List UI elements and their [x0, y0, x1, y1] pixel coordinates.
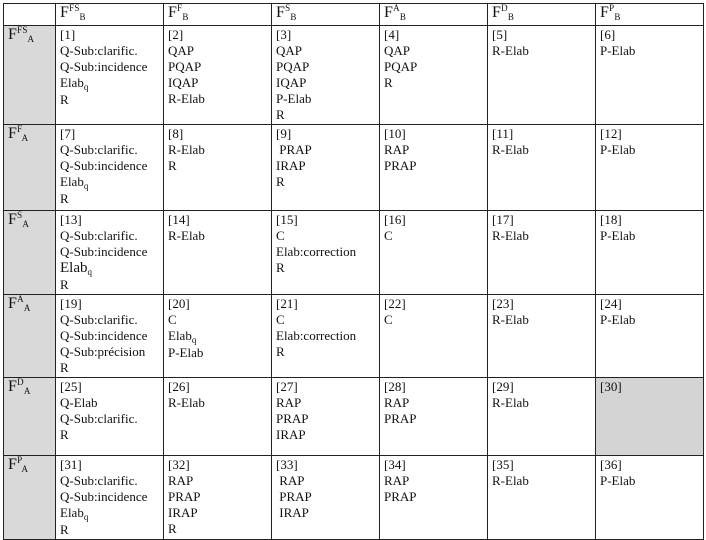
relation-label: PQAP	[384, 59, 418, 74]
symbol-subscript: B	[614, 12, 621, 22]
relation-label: R-Elab	[168, 395, 205, 410]
matrix-cell	[488, 26, 596, 125]
relation-label: IQAP	[168, 75, 199, 90]
relation-label: P-Elab	[600, 312, 636, 327]
symbol-superscript: D	[501, 3, 508, 13]
matrix-cell	[56, 378, 164, 456]
matrix-cell	[272, 295, 380, 378]
feature-symbol	[8, 211, 29, 228]
cell-number: [34]	[384, 457, 406, 472]
matrix-cell	[164, 295, 272, 378]
cell-number: [7]	[60, 126, 76, 141]
relation-label: Q-Sub:clarific.	[60, 411, 138, 426]
relation-label: QAP	[276, 43, 303, 58]
matrix-cell	[488, 378, 596, 456]
symbol-base: F	[384, 4, 394, 21]
relation-label: Q-Sub:incidence	[60, 489, 148, 504]
matrix-cell	[272, 211, 380, 295]
cell-number: [19]	[60, 296, 82, 311]
matrix-cell	[56, 125, 164, 211]
matrix-cell	[272, 378, 380, 456]
cell-number: [33]	[276, 457, 298, 472]
relation-label-text: Elab	[60, 75, 84, 90]
symbol-superscript: FS	[69, 3, 80, 13]
cell-number: [36]	[600, 457, 622, 472]
relation-label: R-Elab	[492, 228, 529, 243]
relation-label	[60, 174, 159, 191]
symbol-superscript: S	[285, 3, 291, 13]
symbol-subscript: A	[21, 133, 29, 143]
relation-label: C	[384, 312, 393, 327]
matrix-cell	[596, 125, 704, 211]
relation-label: R-Elab	[168, 228, 205, 243]
matrix-cell	[596, 378, 704, 456]
matrix-cell	[488, 125, 596, 211]
column-header	[56, 4, 164, 26]
cell-number: [26]	[168, 379, 190, 394]
relation-label: IQAP	[276, 75, 307, 90]
relation-label: R-Elab	[492, 43, 529, 58]
relation-label: P-Elab	[600, 142, 636, 157]
symbol-subscript: B	[507, 12, 515, 22]
relation-label: R	[276, 344, 285, 359]
relation-label: R	[384, 75, 393, 90]
symbol-superscript: P	[17, 455, 22, 465]
feature-symbol	[600, 4, 621, 21]
matrix-cell	[380, 211, 488, 295]
symbol-superscript: D	[17, 377, 24, 387]
cell-number: [31]	[60, 457, 82, 472]
cell-number: [22]	[384, 296, 406, 311]
matrix-cell	[488, 456, 596, 540]
relation-label: Q-Sub:incidence	[60, 244, 148, 259]
feature-symbol	[8, 26, 34, 43]
relation-label: PRAP	[168, 489, 201, 504]
relation-label: RAP	[168, 473, 194, 488]
relation-label: R	[276, 260, 285, 275]
relation-label: IRAP	[276, 158, 306, 173]
cell-number: [23]	[492, 296, 514, 311]
cell-number: [29]	[492, 379, 514, 394]
symbol-base: F	[276, 4, 286, 21]
elab-subscript: q	[191, 335, 197, 345]
cell-number: [28]	[384, 379, 406, 394]
relation-label: Q-Sub:incidence	[60, 59, 148, 74]
matrix-cell	[56, 211, 164, 295]
relation-label: PQAP	[168, 59, 202, 74]
column-header-row	[4, 4, 704, 26]
matrix-row	[4, 378, 704, 456]
relation-label: R	[60, 427, 69, 442]
cell-number: [11]	[492, 126, 514, 141]
relation-label: C	[168, 312, 177, 327]
relation-label: R	[60, 277, 69, 292]
relation-label: RAP	[276, 473, 305, 488]
column-header	[164, 4, 272, 26]
cell-number: [12]	[600, 126, 622, 141]
symbol-base: F	[8, 211, 18, 228]
cell-number: [27]	[276, 379, 298, 394]
symbol-base: F	[600, 4, 610, 21]
matrix-row	[4, 211, 704, 295]
cell-number: [2]	[168, 27, 184, 42]
relation-label: R-Elab	[168, 91, 205, 106]
matrix-cell	[56, 26, 164, 125]
elab-subscript: q	[83, 82, 89, 92]
row-header	[4, 456, 56, 540]
relation-matrix-table	[3, 3, 704, 540]
row-header	[4, 295, 56, 378]
row-header	[4, 125, 56, 211]
relation-label: R	[60, 522, 69, 537]
symbol-base: F	[8, 295, 18, 312]
matrix-cell	[380, 26, 488, 125]
matrix-cell	[164, 378, 272, 456]
relation-label: C	[276, 312, 285, 327]
relation-label: R-Elab	[492, 312, 529, 327]
cell-number: [35]	[492, 457, 514, 472]
relation-label: Q-Sub:clarific.	[60, 312, 138, 327]
cell-number: [1]	[60, 27, 76, 42]
relation-label: P-Elab	[276, 91, 312, 106]
feature-symbol	[8, 125, 28, 142]
matrix-cell	[380, 295, 488, 378]
matrix-cell	[164, 26, 272, 125]
symbol-base: F	[60, 4, 70, 21]
cell-number: [14]	[168, 212, 190, 227]
symbol-base: F	[8, 26, 18, 43]
relation-label: PRAP	[384, 158, 417, 173]
matrix-cell	[596, 26, 704, 125]
relation-label: Q-Elab	[60, 395, 98, 410]
feature-symbol	[168, 4, 189, 21]
feature-symbol	[8, 378, 31, 395]
symbol-subscript: A	[21, 464, 29, 474]
relation-label: IRAP	[276, 505, 309, 520]
column-header	[488, 4, 596, 26]
relation-label: R-Elab	[168, 142, 205, 157]
symbol-subscript: B	[399, 12, 407, 22]
cell-number: [8]	[168, 126, 184, 141]
cell-number: [30]	[600, 379, 622, 394]
relation-label: RAP	[384, 142, 410, 157]
matrix-cell	[380, 456, 488, 540]
matrix-cell	[164, 125, 272, 211]
cell-number: [13]	[60, 212, 82, 227]
matrix-cell	[596, 456, 704, 540]
elab-subscript: q	[83, 181, 89, 191]
feature-symbol	[492, 4, 514, 21]
relation-label: R	[60, 191, 69, 206]
symbol-subscript: A	[23, 303, 31, 313]
elab-subscript: q	[87, 267, 92, 277]
relation-label: R-Elab	[492, 142, 529, 157]
relation-label: Elab:correction	[276, 328, 357, 343]
relation-label: C	[276, 228, 285, 243]
column-header	[272, 4, 380, 26]
relation-label: P-Elab	[600, 473, 636, 488]
symbol-base: F	[8, 378, 18, 395]
relation-label: Q-Sub:clarific.	[60, 473, 138, 488]
cell-number: [6]	[600, 27, 616, 42]
matrix-row	[4, 456, 704, 540]
matrix-cell	[596, 211, 704, 295]
cell-number: [24]	[600, 296, 622, 311]
matrix-cell	[380, 378, 488, 456]
relation-label: Q-Sub:incidence	[60, 328, 148, 343]
column-header	[380, 4, 488, 26]
matrix-cell	[164, 456, 272, 540]
relation-label: P-Elab	[600, 43, 636, 58]
symbol-base: F	[492, 4, 502, 21]
relation-label: QAP	[168, 43, 195, 58]
feature-symbol	[8, 456, 28, 473]
relation-label: P-Elab	[168, 345, 204, 360]
symbol-subscript: A	[22, 219, 30, 229]
matrix-cell	[164, 211, 272, 295]
relation-label: R	[168, 521, 177, 536]
symbol-superscript: FS	[17, 25, 28, 35]
cell-number: [25]	[60, 379, 82, 394]
relation-label: Q-Sub:incidence	[60, 158, 148, 173]
symbol-base: F	[168, 4, 178, 21]
relation-label: PRAP	[276, 489, 312, 504]
relation-label	[60, 505, 159, 522]
relation-label: PRAP	[384, 411, 417, 426]
cell-number: [3]	[276, 27, 292, 42]
symbol-superscript: F	[177, 3, 183, 13]
matrix-cell	[272, 125, 380, 211]
relation-label: PQAP	[276, 59, 310, 74]
column-header	[596, 4, 704, 26]
matrix-row	[4, 26, 704, 125]
relation-label: QAP	[384, 43, 411, 58]
matrix-cell	[56, 295, 164, 378]
cell-number: [18]	[600, 212, 622, 227]
elab-subscript: q	[83, 512, 89, 522]
relation-label: PRAP	[384, 489, 417, 504]
matrix-cell	[380, 125, 488, 211]
matrix-body	[4, 4, 704, 540]
matrix-row	[4, 125, 704, 211]
feature-symbol	[8, 295, 31, 312]
relation-label: Elab:correction	[276, 244, 357, 259]
matrix-cell	[272, 456, 380, 540]
symbol-subscript: B	[290, 12, 297, 22]
relation-label	[60, 75, 159, 92]
relation-label: Q-Sub:clarific.	[60, 43, 138, 58]
relation-label: R	[60, 92, 69, 107]
matrix-cell	[488, 295, 596, 378]
symbol-superscript: S	[17, 210, 23, 220]
relation-label: PRAP	[276, 411, 309, 426]
cell-number: [32]	[168, 457, 190, 472]
row-header	[4, 378, 56, 456]
symbol-subscript: B	[79, 12, 86, 22]
row-header	[4, 211, 56, 295]
relation-label	[168, 328, 267, 345]
symbol-subscript: A	[23, 386, 31, 396]
relation-label: RAP	[384, 395, 410, 410]
cell-number: [10]	[384, 126, 406, 141]
relation-label: R-Elab	[492, 395, 529, 410]
symbol-superscript: P	[609, 3, 615, 13]
relation-label: P-Elab	[600, 228, 636, 243]
row-header	[4, 26, 56, 125]
cell-number: [21]	[276, 296, 298, 311]
relation-label: RAP	[384, 473, 410, 488]
relation-label	[60, 260, 159, 277]
relation-label-text: Elab	[168, 328, 192, 343]
matrix-cell	[488, 211, 596, 295]
cell-number: [17]	[492, 212, 514, 227]
matrix-row	[4, 295, 704, 378]
matrix-cell	[56, 456, 164, 540]
feature-symbol	[384, 4, 406, 21]
symbol-superscript: A	[393, 3, 400, 13]
feature-symbol	[276, 4, 297, 21]
cell-number: [20]	[168, 296, 190, 311]
relation-label: PRAP	[276, 142, 312, 157]
symbol-subscript: A	[27, 34, 35, 44]
relation-label-text: Elab	[60, 174, 84, 189]
relation-label: IRAP	[276, 427, 306, 442]
relation-label: RAP	[276, 395, 302, 410]
cell-number: [4]	[384, 27, 400, 42]
relation-label: C	[384, 228, 393, 243]
cell-number: [16]	[384, 212, 406, 227]
symbol-superscript: F	[17, 124, 22, 134]
relation-label: R	[60, 360, 69, 375]
relation-label: Q-Sub:clarific.	[60, 228, 138, 243]
relation-label: R	[276, 174, 285, 189]
matrix-cell	[272, 26, 380, 125]
cell-number: [15]	[276, 212, 298, 227]
relation-label-text: Elab	[60, 260, 88, 276]
symbol-base: F	[8, 125, 18, 142]
relation-label: R-Elab	[492, 473, 529, 488]
symbol-superscript: A	[17, 294, 24, 304]
relation-label-text: Elab	[60, 505, 84, 520]
symbol-subscript: B	[182, 12, 189, 22]
corner-cell	[4, 4, 56, 26]
relation-label: R	[168, 158, 177, 173]
relation-label: IRAP	[168, 505, 198, 520]
cell-number: [9]	[276, 126, 292, 141]
relation-label: Q-Sub:clarific.	[60, 142, 138, 157]
matrix-cell	[596, 295, 704, 378]
cell-number: [5]	[492, 27, 508, 42]
feature-symbol	[60, 4, 86, 21]
relation-label: Q-Sub:précision	[60, 344, 146, 359]
relation-label: R	[276, 107, 285, 122]
symbol-base: F	[8, 456, 18, 473]
